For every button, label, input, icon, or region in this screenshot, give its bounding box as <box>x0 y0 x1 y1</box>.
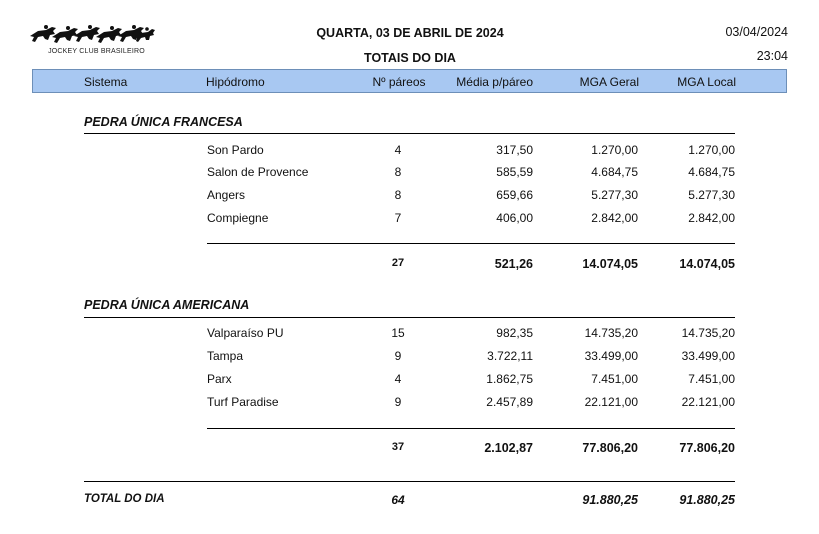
mga-local-cell: 1.270,00 <box>688 143 735 157</box>
mga-local-cell: 14.735,20 <box>681 326 735 340</box>
subtotal-media: 2.102,87 <box>484 441 533 455</box>
mga-local-cell: 7.451,00 <box>688 372 735 386</box>
subtotal-media: 521,26 <box>494 257 533 271</box>
hipodromo-cell: Valparaíso PU <box>207 326 284 340</box>
report-date: 03/04/2024 <box>725 25 788 39</box>
total-mga-local: 91.880,25 <box>679 493 735 507</box>
mga-geral-cell: 22.121,00 <box>584 395 638 409</box>
hipodromo-cell: Compiegne <box>207 211 269 225</box>
media-cell: 1.862,75 <box>486 372 533 386</box>
n-pareos-cell: 9 <box>394 349 402 363</box>
section-divider <box>84 317 735 318</box>
mga-geral-cell: 14.735,20 <box>584 326 638 340</box>
table-row <box>0 349 819 369</box>
column-header-mga-local: MGA Local <box>677 75 736 89</box>
report-title: QUARTA, 03 DE ABRIL DE 2024 <box>316 26 504 40</box>
media-cell: 3.722,11 <box>487 349 533 363</box>
subtotal-n-pareos: 37 <box>391 441 405 453</box>
column-header-n-pareos: Nº páreos <box>372 75 426 89</box>
table-row <box>0 143 819 163</box>
hipodromo-cell: Tampa <box>207 349 244 363</box>
logo-text: JOCKEY CLUB BRASILEIRO <box>48 48 145 55</box>
section-title: PEDRA ÚNICA AMERICANA <box>84 298 250 312</box>
table-row <box>0 211 819 231</box>
subtotal-mga-local: 14.074,05 <box>679 257 735 271</box>
n-pareos-cell: 15 <box>391 326 405 340</box>
subtotal-mga-geral: 77.806,20 <box>582 441 638 455</box>
report-subtitle: TOTAIS DO DIA <box>364 51 456 65</box>
n-pareos-cell: 9 <box>394 395 402 409</box>
horses-logo-icon <box>28 22 158 48</box>
media-cell: 659,66 <box>496 188 533 202</box>
mga-geral-cell: 5.277,30 <box>591 188 638 202</box>
hipodromo-cell: Son Pardo <box>207 143 264 157</box>
media-cell: 406,00 <box>496 211 533 225</box>
column-header-media: Média p/páreo <box>456 75 533 89</box>
table-row <box>0 188 819 208</box>
hipodromo-cell: Angers <box>207 188 246 202</box>
mga-geral-cell: 33.499,00 <box>584 349 638 363</box>
mga-geral-cell: 4.684,75 <box>591 165 638 179</box>
mga-geral-cell: 1.270,00 <box>591 143 638 157</box>
n-pareos-cell: 8 <box>394 188 402 202</box>
table-row <box>0 165 819 185</box>
n-pareos-cell: 4 <box>394 143 402 157</box>
report-time: 23:04 <box>756 49 788 63</box>
mga-local-cell: 2.842,00 <box>688 211 735 225</box>
total-divider <box>84 481 735 482</box>
subtotal-row <box>0 441 819 461</box>
table-row <box>0 395 819 415</box>
mga-local-cell: 22.121,00 <box>681 395 735 409</box>
subtotal-mga-geral: 14.074,05 <box>582 257 638 271</box>
jockey-club-logo <box>28 22 158 58</box>
subtotal-n-pareos: 27 <box>391 257 405 269</box>
n-pareos-cell: 7 <box>394 211 402 225</box>
column-header-sistema: Sistema <box>84 75 128 89</box>
section-divider <box>84 133 735 134</box>
media-cell: 2.457,89 <box>486 395 533 409</box>
n-pareos-cell: 4 <box>394 372 402 386</box>
total-mga-geral: 91.880,25 <box>582 493 638 507</box>
mga-local-cell: 5.277,30 <box>688 188 735 202</box>
total-label: TOTAL DO DIA <box>84 493 165 505</box>
table-row <box>0 326 819 346</box>
column-header-mga-geral: MGA Geral <box>579 75 639 89</box>
media-cell: 317,50 <box>496 143 533 157</box>
column-header-hipodromo: Hipódromo <box>206 75 265 89</box>
mga-local-cell: 33.499,00 <box>681 349 735 363</box>
n-pareos-cell: 8 <box>394 165 402 179</box>
mga-geral-cell: 2.842,00 <box>591 211 638 225</box>
subtotal-divider <box>207 428 735 429</box>
hipodromo-cell: Turf Paradise <box>207 395 279 409</box>
subtotal-row <box>0 257 819 277</box>
subtotal-mga-local: 77.806,20 <box>679 441 735 455</box>
table-row <box>0 372 819 392</box>
total-row <box>0 493 819 513</box>
media-cell: 982,35 <box>496 326 533 340</box>
hipodromo-cell: Parx <box>207 372 232 386</box>
section-title: PEDRA ÚNICA FRANCESA <box>84 115 243 129</box>
column-header-bar <box>32 69 787 93</box>
total-n-pareos: 64 <box>391 493 405 507</box>
hipodromo-cell: Salon de Provence <box>207 165 309 179</box>
mga-local-cell: 4.684,75 <box>688 165 735 179</box>
mga-geral-cell: 7.451,00 <box>591 372 638 386</box>
subtotal-divider <box>207 243 735 244</box>
media-cell: 585,59 <box>496 165 533 179</box>
